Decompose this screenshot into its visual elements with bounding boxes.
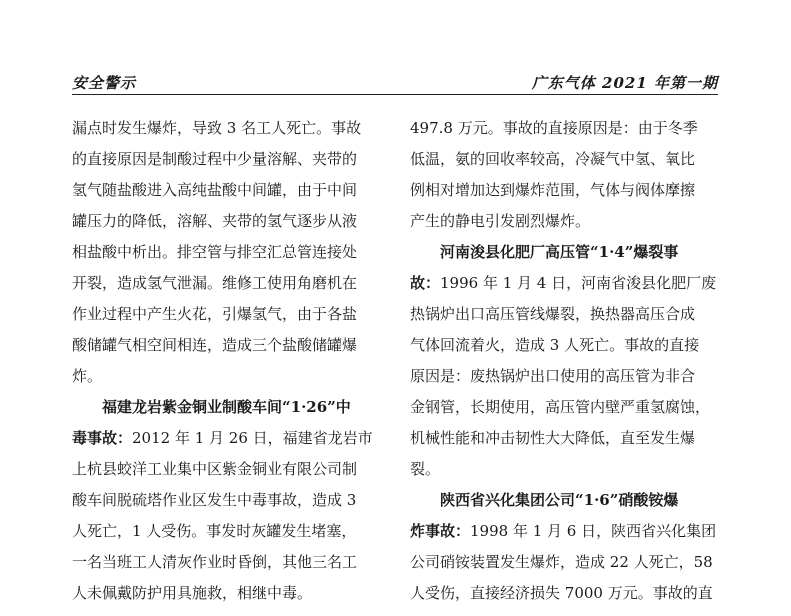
- accident-title-text: 河南浚县化肥厂高压管“1·4”爆裂事: [440, 243, 679, 261]
- text-line: 的直接原因是制酸过程中少量溶解、夹带的: [72, 150, 358, 168]
- accident-title-text: 福建龙岩紫金铜业制酸车间“1·26”中: [102, 398, 351, 416]
- text-line: 相盐酸中析出。排空管与排空汇总管连接处: [72, 243, 358, 261]
- text-line: 一名当班工人清灰作业时昏倒，其他三名工: [72, 553, 358, 571]
- text-line: 开裂，造成氢气泄漏。维修工使用角磨机在: [72, 274, 358, 292]
- accident-title-text: 炸事故：: [410, 522, 471, 540]
- text-line: 人受伤，直接经济损失 7000 万元。事故的直: [410, 584, 713, 602]
- text-line: 原因是：废热锅炉出口使用的高压管为非合: [410, 367, 696, 385]
- text-line: 气体回流着火，造成 3 人死亡。事故的直接: [410, 336, 700, 354]
- paragraph: [72, 113, 382, 392]
- text-line: 产生的静电引发剧烈爆炸。: [410, 212, 591, 230]
- text-line: 人死亡，1 人受伤。事发时灰罐发生堵塞，: [72, 522, 357, 540]
- paragraph: [410, 113, 720, 237]
- text-line: 例相对增加达到爆炸范围，气体与阀体摩擦: [410, 181, 696, 199]
- paragraph: [410, 485, 720, 609]
- header-rule: [72, 94, 718, 95]
- text-line: 低温，氨的回收率较高，冷凝气中氢、氧比: [410, 150, 696, 168]
- accident-title: [410, 485, 720, 516]
- text-line: 裂。: [410, 460, 441, 478]
- paragraph: [72, 392, 382, 609]
- text-line: 酸车间脱硫塔作业区发生中毒事故，造成 3: [72, 491, 357, 509]
- text-span: 1998 年 1 月 6 日，陕西省兴化集团: [470, 522, 717, 540]
- left-column: [72, 113, 382, 609]
- text-line: [410, 268, 720, 299]
- accident-title-text: 毒事故：: [72, 429, 133, 447]
- text-line: 氢气随盐酸进入高纯盐酸中间罐，由于中间: [72, 181, 358, 199]
- text-line: 机械性能和冲击韧性大大降低，直至发生爆: [410, 429, 696, 447]
- text-line: 公司硝铵装置发生爆炸，造成 22 人死亡，58: [410, 553, 713, 571]
- text-line: [72, 423, 382, 454]
- text-line: 酸储罐气相空间相连，造成三个盐酸储罐爆: [72, 336, 358, 354]
- text-line: 金钢管，长期使用，高压管内壁严重氢腐蚀，: [410, 398, 711, 416]
- journal-issue: 广东气体 2021 年第一期: [531, 74, 718, 92]
- page-header: [72, 72, 718, 94]
- text-line: [410, 516, 720, 547]
- text-line: 漏点时发生爆炸，导致 3 名工人死亡。事故: [72, 119, 362, 137]
- text-line: 497.8 万元。事故的直接原因是：由于冬季: [410, 119, 698, 137]
- accident-title-text: 故：: [410, 274, 441, 292]
- right-column: [410, 113, 720, 609]
- text-line: 作业过程中产生火花，引爆氢气，由于各盐: [72, 305, 358, 323]
- text-line: 热锅炉出口高压管线爆裂，换热器高压合成: [410, 305, 696, 323]
- text-line: 罐压力的降低，溶解、夹带的氢气逐步从液: [72, 212, 358, 230]
- accident-title-text: 陕西省兴化集团公司“1·6”硝酸铵爆: [440, 491, 679, 509]
- text-span: 1996 年 1 月 4 日，河南省浚县化肥厂废: [440, 274, 717, 292]
- accident-title: [410, 237, 720, 268]
- text-line: 上杭县蛟洋工业集中区紫金铜业有限公司制: [72, 460, 358, 478]
- section-title: 安全警示: [72, 74, 137, 92]
- text-line: 炸。: [72, 367, 103, 385]
- text-line: 人未佩戴防护用具施救，相继中毒。: [72, 584, 313, 602]
- paragraph: [410, 237, 720, 485]
- accident-title: [72, 392, 382, 423]
- text-span: 2012 年 1 月 26 日，福建省龙岩市: [132, 429, 373, 447]
